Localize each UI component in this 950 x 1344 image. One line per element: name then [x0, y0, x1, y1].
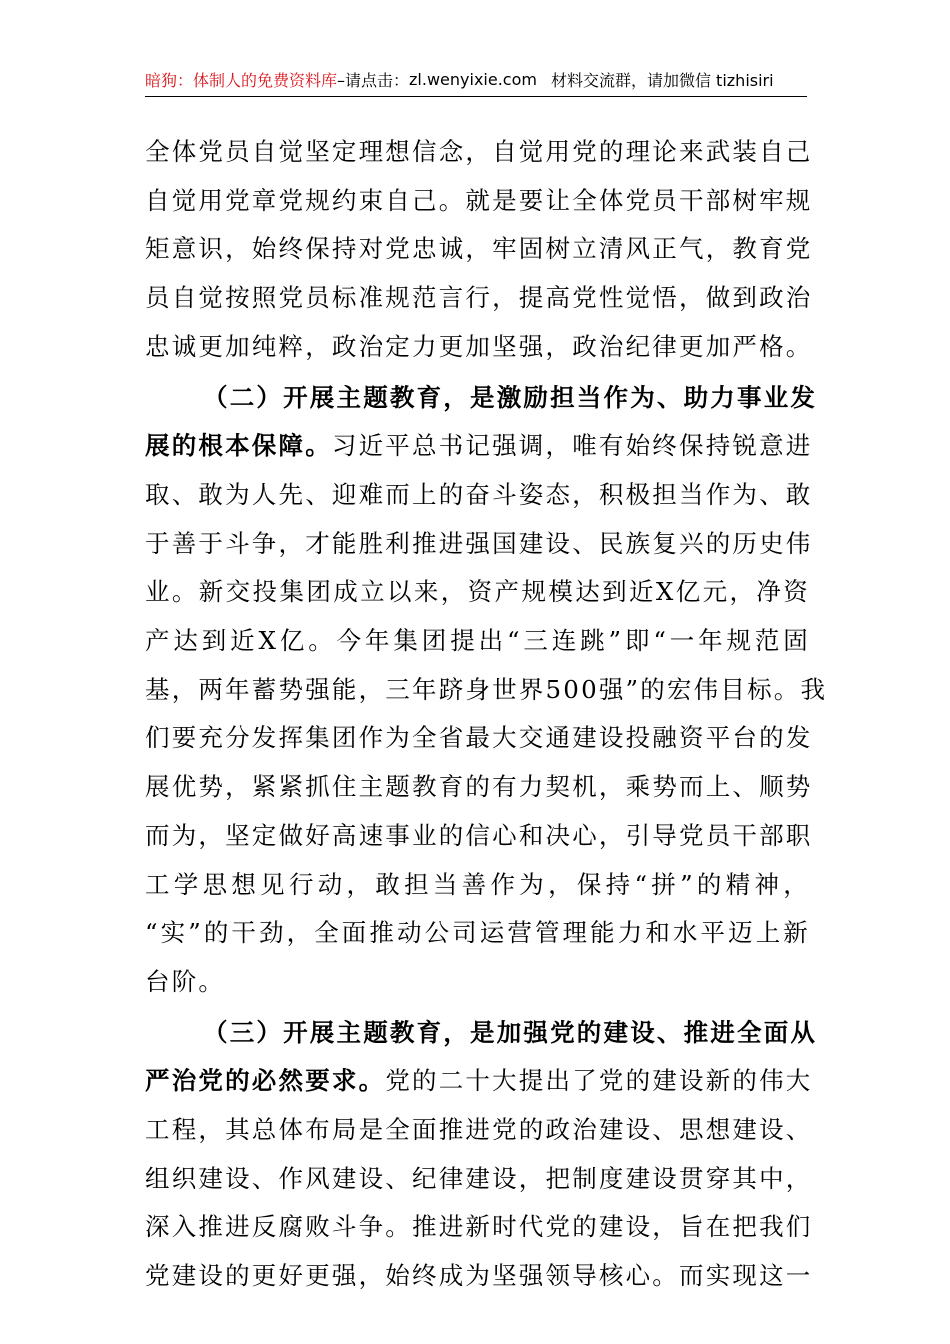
- section-heading-line: 展的根本保障。习近平总书记强调，唯有始终保持锐意进: [145, 431, 813, 461]
- text-line: 员自觉按照党员标准规范言行，提高党性觉悟，做到政治: [145, 283, 813, 313]
- text-line: 们要充分发挥集团作为全省最大交通建设投融资平台的发: [145, 723, 813, 753]
- text-line: 组织建设、作风建设、纪律建设，把制度建设贯穿其中，: [145, 1163, 813, 1193]
- section-heading-line: （三）开展主题教育，是加强党的建设、推进全面从: [203, 1017, 818, 1047]
- text-line: 工学思想见行动，敢担当善作为，保持“拼”的精神，: [145, 869, 810, 899]
- paragraph-2: [145, 374, 828, 1007]
- text-line: 矩意识，始终保持对党忠诚，牢固树立清风正气，教育党: [145, 234, 813, 264]
- document-body: [145, 128, 828, 1301]
- text-line: 基，两年蓄势强能，三年跻身世界500强”的宏伟目标。我: [145, 674, 828, 704]
- text-line: “实”的干劲，全面推动公司运营管理能力和水平迈上新: [145, 918, 810, 948]
- paragraph-3: [145, 1009, 818, 1301]
- text-line: 忠诚更加纯粹，政治定力更加坚强，政治纪律更加严格。: [145, 331, 813, 361]
- text-line: 深入推进反腐败斗争。推进新时代党的建设，旨在把我们: [145, 1212, 813, 1242]
- text-line: 工程，其总体布局是全面推进党的政治建设、思想建设、: [145, 1115, 813, 1145]
- text-line: 取、敢为人先、迎难而上的奋斗姿态，积极担当作为、敢: [145, 479, 813, 509]
- text-line: 全体党员自觉坚定理想信念，自觉用党的理论来武装自己: [145, 137, 813, 166]
- header-click-prefix: –请点击：: [337, 70, 410, 90]
- header-wechat-note: 材料交流群，请加微信 tizhisiri: [550, 70, 774, 90]
- section-heading-line: （二）开展主题教育，是激励担当作为、助力事业发: [203, 382, 818, 412]
- text-line: 于善于斗争，才能胜利推进强国建设、民族复兴的历史伟: [145, 528, 813, 558]
- text-line: 自觉用党章党规约束自己。就是要让全体党员干部树牢规: [145, 185, 813, 215]
- text-line: 展优势，紧紧抓住主题教育的有力契机，乘势而上、顺势: [145, 772, 813, 802]
- document-header: [145, 62, 807, 97]
- paragraph-1: [145, 128, 813, 372]
- text-line: 台阶。: [145, 966, 226, 996]
- text-line: 业。新交投集团成立以来，资产规模达到近X亿元，净资: [145, 577, 810, 607]
- text-line: 而为，坚定做好高速事业的信心和决心，引导党员干部职: [145, 820, 813, 850]
- text-line: 党建设的更好更强，始终成为坚强领导核心。而实现这一: [145, 1261, 813, 1291]
- header-site-name: 暗狗：体制人的免费资料库: [145, 70, 338, 90]
- text-line: 产达到近X亿。今年集团提出“三连跳”即“一年规范固: [145, 626, 810, 656]
- section-heading-line: 严治党的必然要求。党的二十大提出了党的建设新的伟大: [145, 1066, 813, 1096]
- header-url-link[interactable]: zl.wenyixie.com: [409, 69, 537, 89]
